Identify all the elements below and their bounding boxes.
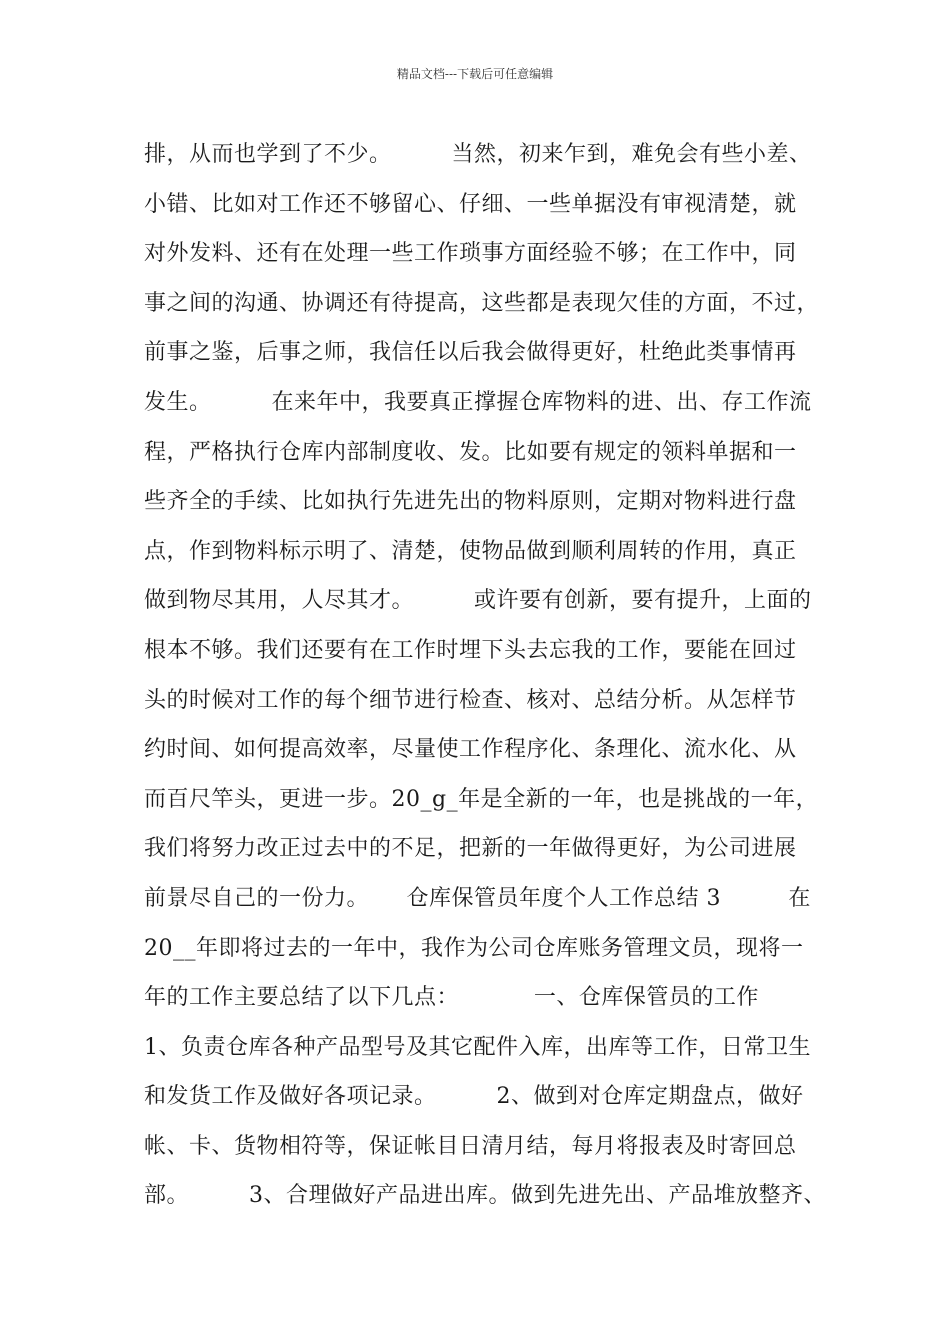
text-line: 点，作到物料标示明了、清楚，使物品做到顺利周转的作用，真正 <box>144 538 797 564</box>
text-line: 和发货工作及做好各项记录。 2、做到对仓库定期盘点，做好 <box>144 1084 804 1110</box>
text-line: 排，从而也学到了不少。 当然，初来乍到，难免会有些小差、 <box>144 142 812 167</box>
text-line: 根本不够。我们还要有在工作时埋下头去忘我的工作，要能在回过 <box>144 637 797 663</box>
text-line: 约时间、如何提高效率，尽量使工作程序化、条理化、流水化、从 <box>144 737 797 763</box>
text-line: 小错、比如对工作还不够留心、仔细、一些单据没有审视清楚，就 <box>144 191 797 217</box>
text-line: 发生。 在来年中，我要真正撑握仓库物料的进、出、存工作流 <box>144 389 812 415</box>
text-line: 而百尺竿头，更进一步。20_g_年是全新的一年，也是挑战的一年， <box>144 786 819 812</box>
text-line: 20__年即将过去的一年中，我作为公司仓库账务管理文员，现将一 <box>144 935 804 961</box>
text-line: 我们将努力改正过去中的不足，把新的一年做得更好，为公司进展 <box>144 836 797 862</box>
text-line: 些齐全的手续、比如执行先进先出的物料原则，定期对物料进行盘 <box>144 489 797 515</box>
text-line: 1、负责仓库各种产品型号及其它配件入库，出库等工作，日常卫生 <box>144 1034 811 1060</box>
text-line: 头的时候对工作的每个细节进行检查、核对、总结分析。从怎样节 <box>144 687 797 713</box>
body-text <box>144 130 834 1221</box>
page-header: 精品文档---下载后可任意编辑 <box>396 67 554 81</box>
text-line: 程，严格执行仓库内部制度收、发。比如要有规定的领料单据和一 <box>144 439 797 465</box>
text-line: 部。 3、合理做好产品进出库。做到先进先出、产品堆放整齐、 <box>144 1183 826 1209</box>
text-line: 对外发料、还有在处理一些工作琐事方面经验不够；在工作中，同 <box>144 241 797 267</box>
text-line: 事之间的沟通、协调还有待提高，这些都是表现欠佳的方面，不过， <box>144 290 820 316</box>
text-line: 前景尽自己的一份力。 仓库保管员年度个人工作总结 3 在 <box>144 885 811 911</box>
text-line: 前事之鉴，后事之师，我信任以后我会做得更好，杜绝此类事情再 <box>144 340 797 366</box>
text-line: 年的工作主要总结了以下几点： 一、仓库保管员的工作 <box>144 985 759 1011</box>
text-line: 帐、卡、货物相符等，保证帐目日清月结，每月将报表及时寄回总 <box>144 1133 797 1159</box>
text-line: 做到物尽其用，人尽其才。 或许要有创新，要有提升，上面的 <box>144 588 812 614</box>
